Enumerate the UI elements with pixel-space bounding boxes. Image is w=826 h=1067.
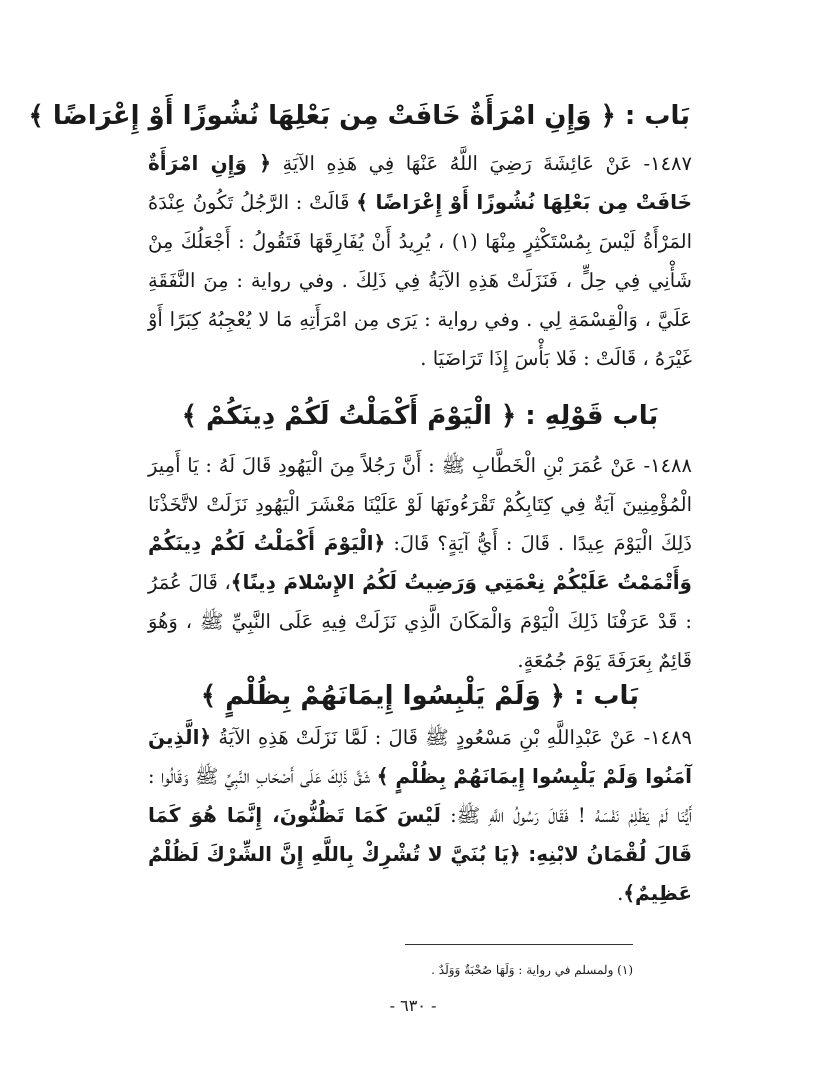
page-number: - ٦٣٠ - <box>389 996 437 1015</box>
hadith-text: ، قَالَ عُمَرُ : قَدْ عَرَفْنَا ذَلِكَ الْيَوْمَ وَالْمَكَانَ الَّذِي نَزَلَتْ فِيهِ عَلَى النَّبِيِّ ﷺ ، وَهُوَ قَائِمٌ بِعَرَفَةَ يَوْمَ جُمُعَةٍ. <box>148 571 692 672</box>
quran-verse: ﴿الْيَوْمَ أَكْمَلْتُ لَكُمْ دِينَكُمْ وَأَتْمَمْتُ عَلَيْكُمْ نِعْمَتِي وَرَضِيتُ لَكُمُ الإِسْلامَ دِينًا﴾ <box>148 531 692 594</box>
hadith-1487 <box>148 144 692 378</box>
hadith-1488 <box>148 446 692 680</box>
hadith-text: - عَنْ عَائِشَةَ رَضِيَ اللَّهُ عَنْهَا فِي هَذِهِ الآيَةِ <box>270 152 651 175</box>
hadith-text: - عَنْ عَبْدِاللَّهِ بْنِ مَسْعُودٍ ﷺ قَالَ : لَمَّا نَزَلَتْ هَذِهِ الآيَةُ <box>211 726 651 749</box>
quran-verse: ﴿الَّذِينَ آمَنُوا وَلَمْ يَلْبِسُوا إِيمَانَهُمْ بِظُلْمٍ ﴾ <box>148 725 693 788</box>
hadith-number: ١٤٨٩ <box>650 726 692 749</box>
chapter-heading-1: بَاب : ﴿ وَإِنِ امْرَأَةٌ خَافَتْ مِن بَعْلِهَا نُشُوزًا أَوْ إِعْرَاضًا ﴾ <box>28 101 690 131</box>
hadith-number: ١٤٨٨ <box>650 454 692 477</box>
chapter-heading-2: بَاب قَوْلِهِ : ﴿ الْيَوْمَ أَكْمَلْتُ لَكُمْ دِينَكُمْ ﴾ <box>181 401 659 431</box>
footnote-divider <box>405 944 633 945</box>
hadith-number: ١٤٨٧ <box>650 152 693 175</box>
hadith-text: شَقَّ ذَلِكَ عَلَى أَصْحَابِ النَّبِيِّ ﷺ وَقَالُوا : أَيُّنَا لَمْ يَظْلِمْ نَفْسَهُ ! فَقَالَ رَسُولُ اللَّهِ ﷺ: <box>148 765 692 827</box>
hadith-text: قَالَتْ : الرَّجُلُ تَكُونُ عِنْدَهُ المَرْأَةُ لَيْسَ بِمُسْتَكْثِرٍ مِنْهَا (١) ، يُرِيدُ أَنْ يُفَارِقَهَا فَتَقُولُ : أَجْعَلُكَ مِنْ شَأْنِي فِي حِلٍّ ، فَنَزَلَتْ هَذِهِ الآيَةُ فِي ذَلِكَ . وفي رواية : مِنَ النَّفَقَةِ عَلَيَّ ، وَالْقِسْمَةِ لِي . وفي رواية : يَرَى مِن امْرَأَتِهِ مَا لا يُعْجِبُهُ كِبَرًا أَوْ غَيْرَهُ ، قَالَتْ : فَلا بَأْسَ إِذَا تَرَاضَيَا . <box>148 191 692 370</box>
quran-verse: ﴿ وَإِنِ امْرَأَةٌ خَافَتْ مِن بَعْلِهَا نُشُوزًا أَوْ إِعْرَاضًا ﴾ <box>148 151 692 214</box>
quran-verse: لَيْسَ كَمَا تَظُنُّونَ، إِنَّمَا هُوَ كَمَا قَالَ لُقْمَانُ لابْنِهِ: ﴿يَا بُنَيَّ لا تُشْرِكْ بِاللَّهِ إِنَّ الشِّرْكَ لَظُلْمٌ عَظِيمٌ﴾ <box>148 803 692 905</box>
hadith-1489 <box>148 718 692 913</box>
chapter-heading-3: بَاب : ﴿ وَلَمْ يَلْبِسُوا إِيمَانَهُمْ بِظُلْمٍ ﴾ <box>200 681 640 711</box>
hadith-text: - عَنْ عُمَرَ بْنِ الْخَطَّابِ ﷺ : أَنَّ رَجُلاً مِنَ الْيَهُودِ قَالَ لَهُ : يَا أَمِيرَ الْمُؤْمِنِينَ آيَةٌ فِي كِتَابِكُمْ تَقْرَءُونَهَا لَوْ عَلَيْنَا مَعْشَرَ الْيَهُودِ نَزَلَتْ لاتَّخَذْنَا ذَلِكَ الْيَوْمَ عِيدًا . قَالَ : أَيُّ آيَةٍ؟ قَالَ: <box>148 454 692 555</box>
footnote: (١) ولمسلم في رواية : وَلَهَا صُحْبَةٌ وَوَلَدٌ . <box>431 963 633 977</box>
hadith-text: . <box>617 882 624 905</box>
